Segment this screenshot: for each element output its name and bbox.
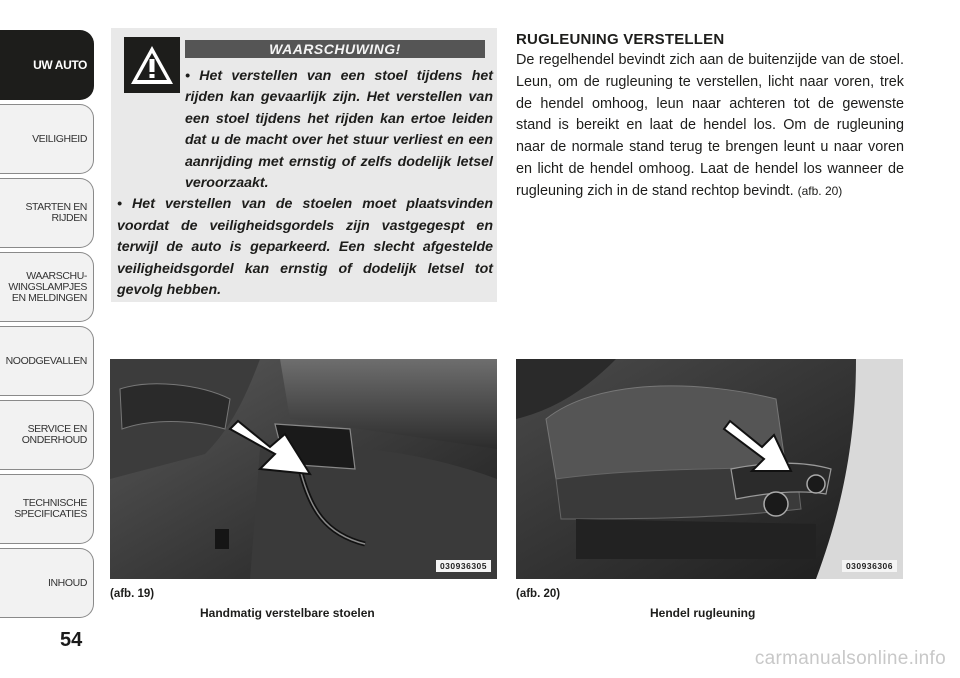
tab-veiligheid[interactable]: VEILIGHEID (0, 104, 94, 174)
recliner-illustration (516, 359, 903, 579)
page-number: 54 (60, 629, 83, 651)
warning-title: WAARSCHUWING! (185, 40, 485, 58)
section-body-text: De regelhendel bevindt zich aan de buitenzijde van de stoel. Leun, om de rugleuning te verstellen, licht naar voren, trek de hendel omhoog, leun naar achteren tot de gewenste stand is bereikt en laat de hendel los. Om de rugleuning naar de normale stand terug te brengen leunt u naar voren en licht de hendel omhoog. Laat de hendel los wanneer de rugleuning zich in de stand rechtop bevindt. (516, 52, 904, 199)
tab-starten-en-rijden[interactable]: STARTEN EN RIJDEN (0, 178, 94, 248)
figure-label: (afb. 19) (110, 588, 155, 600)
figure-code: 030936305 (436, 560, 491, 572)
tab-inhoud[interactable]: INHOUD (0, 548, 94, 618)
tab-service-en-onderhoud[interactable]: SERVICE EN ONDERHOUD (0, 400, 94, 470)
section-body (516, 50, 904, 203)
warning-text (117, 66, 493, 301)
figure-caption: Hendel rugleuning (650, 606, 756, 620)
section-title: RUGLEUNING VERSTELLEN (516, 31, 725, 48)
warning-item-1: • Het verstellen van een stoel tijdens het rijden kan gevaarlijk zijn. Het verstellen van een stoel tijdens het rijden kan ertoe leiden dat u de macht over het stuur verliest en een aanrijding met ernstig of zelfs dodelijk letsel veroorzaakt. (185, 68, 493, 192)
figure-label: (afb. 20) (516, 588, 561, 600)
figure-manual-seat (110, 359, 497, 579)
figure-recliner-lever (516, 359, 903, 579)
tab-technische-specificaties[interactable]: TECHNISCHE SPECIFICATIES (0, 474, 94, 544)
tab-waarschuwingslampjes[interactable]: WAARSCHU- WINGSLAMPJES EN MELDINGEN (0, 252, 94, 322)
figure-reference: (afb. 20) (797, 183, 843, 198)
watermark: carmanualsonline.info (754, 648, 946, 669)
figure-code: 030936306 (842, 560, 897, 572)
warning-item-2: • Het verstellen van de stoelen moet plaatsvinden voordat de veiligheidsgordels zijn vastgegespt en terwijl de auto is geparkeerd. Een slecht afgestelde veiligheidsgordel kan ernstig of dodelijk letsel tot gevolg hebben. (117, 196, 493, 299)
figure-caption: Handmatig verstelbare stoelen (200, 606, 375, 620)
tab-noodgevallen[interactable]: NOODGEVALLEN (0, 326, 94, 396)
tab-uw-auto[interactable]: UW AUTO (0, 30, 94, 100)
warning-box (111, 28, 497, 302)
seat-illustration (110, 359, 497, 579)
